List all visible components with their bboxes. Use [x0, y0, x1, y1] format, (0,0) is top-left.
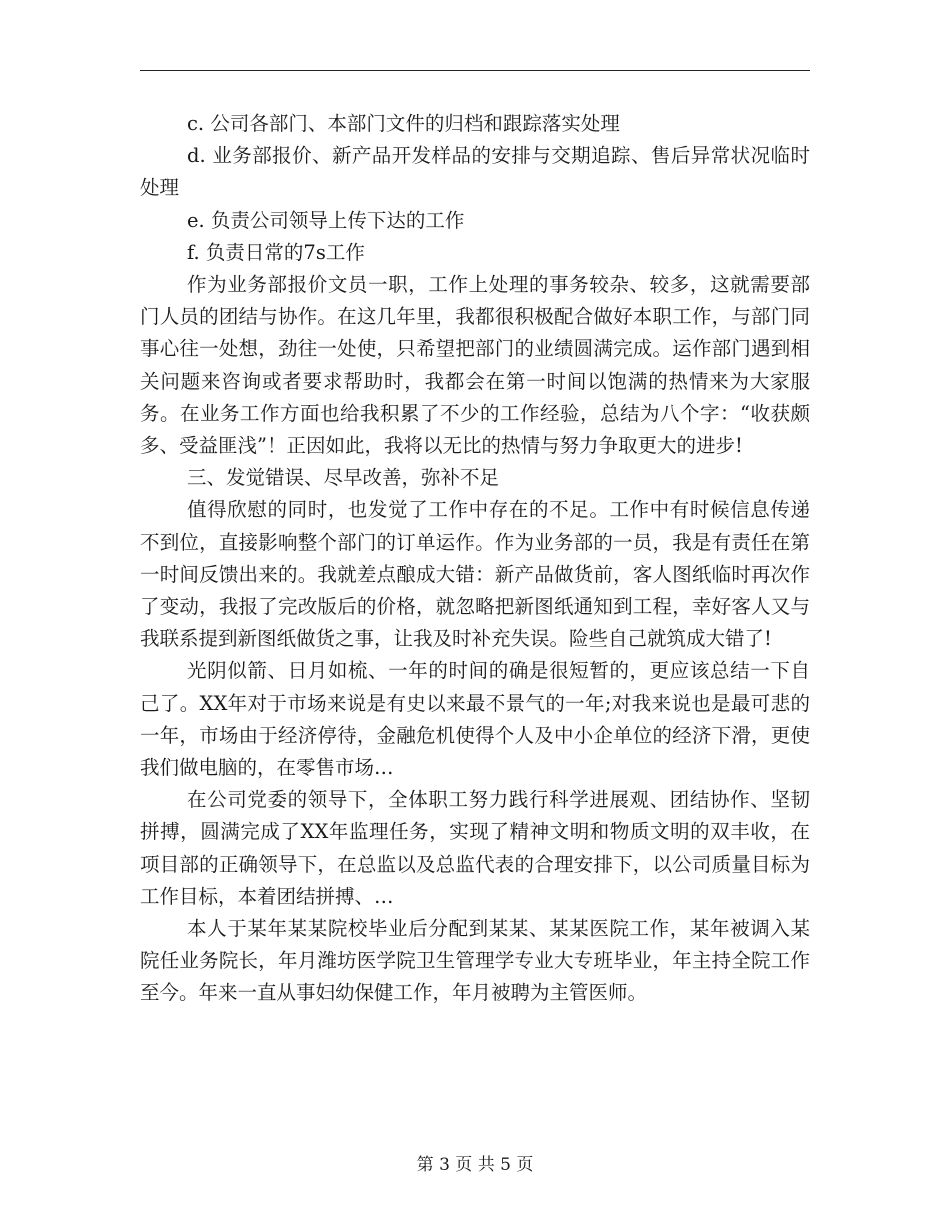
paragraph-party-committee: 在公司党委的领导下，全体职工努力践行科学进展观、团结协作、坚韧拼搏，圆满完成了XX年监理任务，实现了精神文明和物质文明的双丰收，在项目部的正确领导下，在总监以及总监代表的合理安排下，以公司质量目标为工作目标，本着团结拼搏、… — [140, 788, 810, 908]
paragraph-shortcomings: 值得欣慰的同时，也发觉了工作中存在的不足。工作中有时候信息传递不到位，直接影响整个部门的订单运作。作为业务部的一员，我是有责任在第一时间反馈出来的。我就差点酿成大错：新产品做货前，客人图纸临时再次作了变动，我报了完改版后的价格，就忽略把新图纸通知到工程，幸好客人又与我联系提到新图纸做货之事，让我及时补充失误。险些自己就筑成大错了! — [140, 498, 810, 651]
page-number: 第 3 页 共 5 页 — [416, 1155, 534, 1175]
section-heading-3: 三、发觉错误、尽早改善，弥补不足 — [187, 466, 500, 490]
list-item-d: d. 业务部报价、新产品开发样品的安排与交期追踪、售后异常状况临时处理 — [140, 144, 810, 200]
list-item-e: e. 负责公司领导上传下达的工作 — [187, 208, 465, 232]
paragraph-time-flies: 光阴似箭、日月如梳、一年的时间的确是很短暂的，更应该总结一下自己了。XX年对于市场来说是有史以来最不景气的一年;对我来说也是最可悲的一年，市场由于经济停待，金融危机使得个人及中小企单位的经济下滑，更使我们做电脑的，在零售市场… — [140, 659, 810, 780]
header-rule — [140, 70, 810, 71]
paragraph-personal-history: 本人于某年某某院校毕业后分配到某某、某某医院工作，某年被调入某院任业务院长，年月潍坊医学院卫生管理学专业大专班毕业，年主持全院工作至今。年来一直从事妇幼保健工作，年月被聘为主管医师。 — [140, 917, 810, 1005]
paragraph-quote-role: 作为业务部报价文员一职，工作上处理的事务较杂、较多，这就需要部门人员的团结与协作。在这几年里，我都很积极配合做好本职工作，与部门同事心往一处想，劲往一处使，只希望把部门的业绩圆满完成。运作部门遇到相关问题来咨询或者要求帮助时，我都会在第一时间以饱满的热情来为大家服务。在业务工作方面也给我积累了不少的工作经验，总结为八个字：“收获颇多、受益匪浅”！正因如此，我将以无比的热情与努力争取更大的进步! — [140, 273, 810, 458]
list-item-c: c. 公司各部门、本部门文件的归档和跟踪落实处理 — [187, 112, 620, 135]
list-item-f: f. 负责日常的7s工作 — [187, 240, 365, 264]
document-body — [140, 108, 810, 1010]
